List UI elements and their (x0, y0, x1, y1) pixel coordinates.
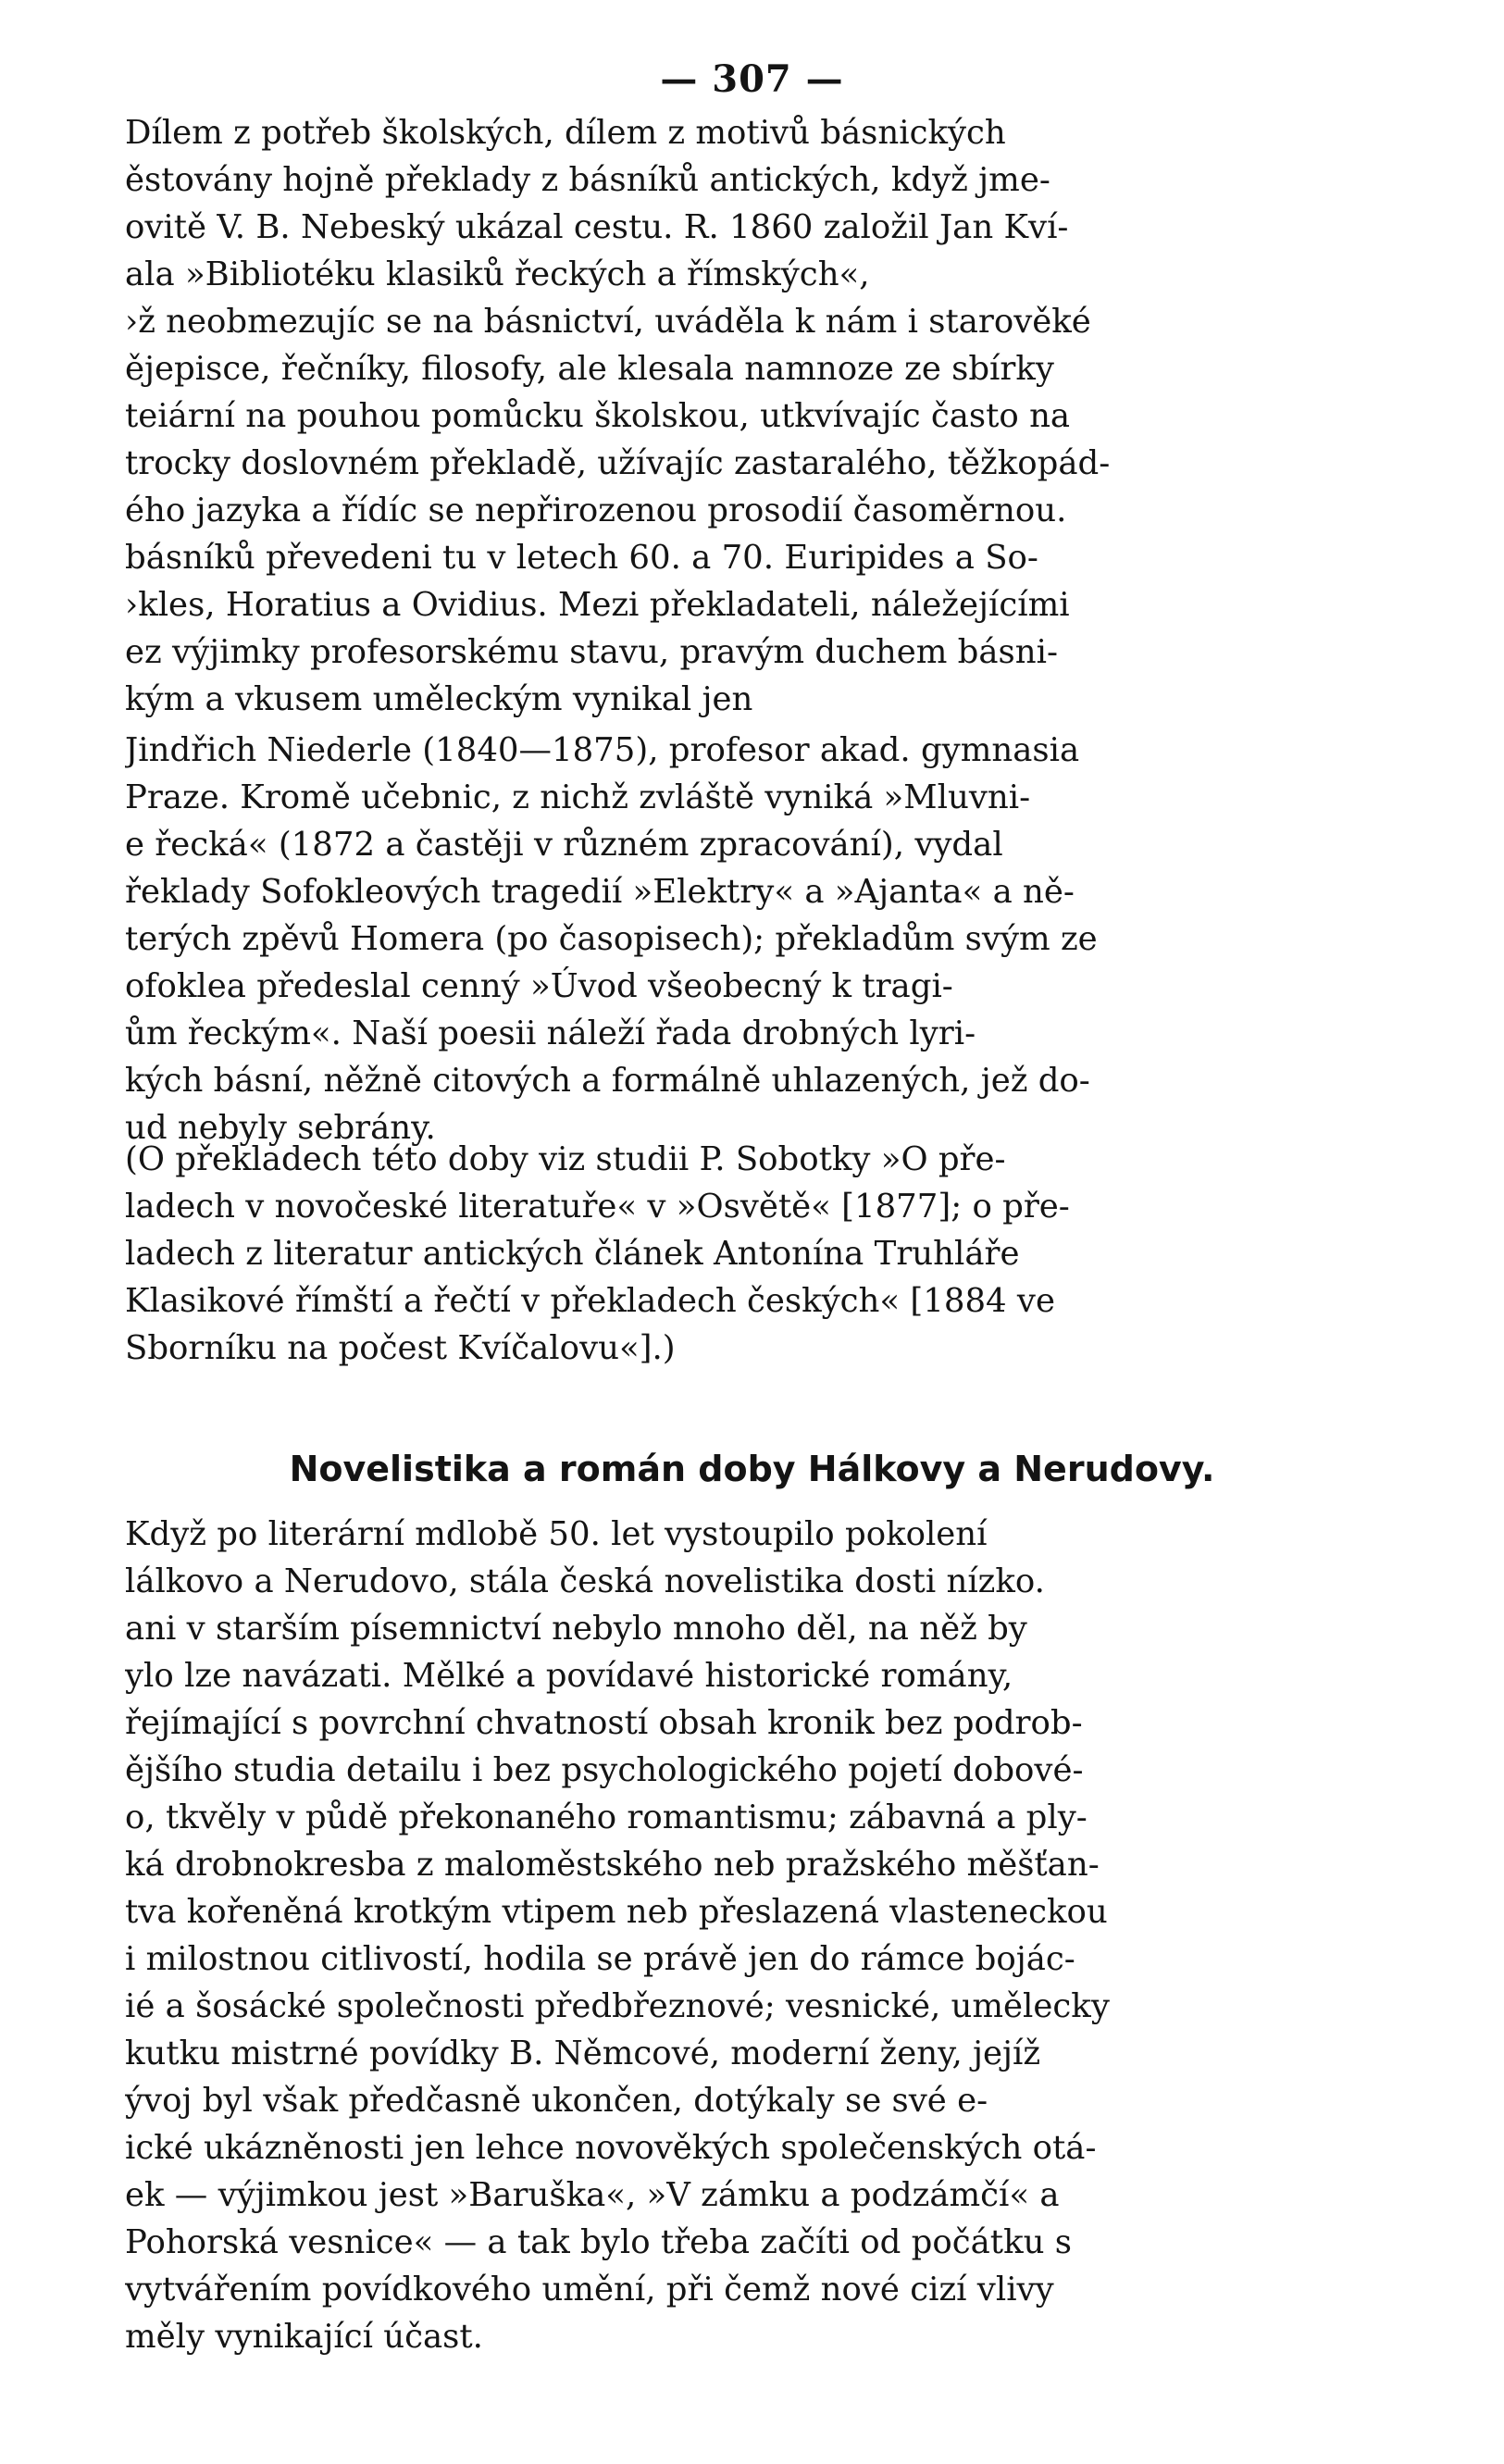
text-line: ié a šosácké společnosti předbřeznové; vesnické, umělecky (125, 1987, 1110, 2025)
paragraph-references (125, 1136, 1361, 1372)
text-line: vytvářením povídkového umění, při čemž nové cizí vlivy (125, 2271, 1054, 2308)
text-line: básníků převedeni tu v letech 60. a 70. Euripides a So- (125, 539, 1038, 577)
text-line: Pohorská vesnice« — a tak bylo třeba začíti od počátku s (125, 2223, 1072, 2261)
text-line: teiární na pouhou pomůcku školskou, utkvívajíc často na (125, 397, 1071, 435)
text-line: kým a vkusem uměleckým vynikal jen (125, 680, 753, 718)
text-line: e řecká« (1872 a častěji v různém zpracování), vydal (125, 826, 1003, 864)
text-line: Když po literární mdlobě 50. let vystoupilo pokolení (125, 1515, 988, 1553)
text-line: ud nebyly sebrány. (125, 1109, 436, 1147)
text-line: ›ž neobmezujíc se na básnictví, uváděla k nám i starověké (125, 303, 1091, 341)
paragraph-niederle (125, 727, 1361, 1151)
text-line: Dílem z potřeb školských, dílem z motivů básnických (125, 114, 1006, 152)
text-line: ek — výjimkou jest »Baruška«, »V zámku a podzámčí« a (125, 2176, 1060, 2214)
text-line: o, tkvěly v půdě překonaného romantismu; zábavná a ply- (125, 1798, 1088, 1836)
text-line: měly vynikající účast. (125, 2318, 483, 2356)
text-line: ývoj byl však předčasně ukončen, dotýkaly se své e- (125, 2082, 988, 2120)
text-line: ›kles, Horatius a Ovidius. Mezi překladateli, náležejícími (125, 586, 1070, 624)
text-line: Klasikové římští a řečtí v překladech českých« [1884 ve (125, 1282, 1055, 1320)
section-heading: Novelistika a román doby Hálkovy a Nerudovy. (289, 1449, 1215, 1489)
text-line: ká drobnokresba z maloměstského neb pražského měšťan- (125, 1846, 1100, 1884)
text-line: ofoklea předeslal cenný »Úvod všeobecný k tragi- (125, 967, 953, 1005)
text-line: ějepisce, řečníky, filosofy, ale klesala namnoze ze sbírky (125, 350, 1054, 388)
text-line: lálkovo a Nerudovo, stála česká novelistika dosti nízko. (125, 1562, 1045, 1600)
text-line: ladech v novočeské literatuře« v »Osvětě« [1877]; o pře- (125, 1188, 1070, 1226)
paragraph-school-translations (125, 109, 1361, 723)
text-line: ani v starším písemnictví nebylo mnoho děl, na něž by (125, 1610, 1027, 1648)
text-line: i milostnou citlivostí, hodila se právě jen do rámce bojác- (125, 1940, 1075, 1978)
text-line: kutku mistrné povídky B. Němcové, moderní ženy, jejíž (125, 2035, 1041, 2072)
text-line: ylo lze navázati. Mělké a povídavé historické romány, (125, 1657, 1013, 1695)
text-line: trocky doslovném překladě, užívajíc zastaralého, těžkopád- (125, 444, 1111, 482)
text-line: ez výjimky profesorskému stavu, pravým duchem básni- (125, 633, 1058, 671)
text-line: ům řeckým«. Naší poesii náleží řada drobných lyri- (125, 1014, 976, 1052)
text-line: řeklady Sofokleových tragedií »Elektry« a »Ajanta« a ně- (125, 873, 1075, 911)
text-line: kých básní, něžně citových a formálně uhlazených, jež do- (125, 1062, 1090, 1100)
text-line: ladech z literatur antických článek Antonína Truhláře (125, 1235, 1020, 1273)
text-line: ěstovány hojně překlady z básníků antických, když jme- (125, 161, 1050, 199)
text-line: (O překladech této doby viz studii P. Sobotky »O pře- (125, 1140, 1006, 1178)
text-line: Praze. Kromě učebnic, z nichž zvláště vyniká »Mluvni- (125, 778, 1031, 816)
text-line: ějšího studia detailu i bez psychologického pojetí dobové- (125, 1751, 1084, 1789)
text-line: ovitě V. B. Nebeský ukázal cestu. R. 1860 založil Jan Kví- (125, 208, 1069, 246)
text-line: ého jazyka a řídíc se nepřirozenou prosodií časoměrnou. (125, 492, 1067, 529)
text-line: tva kořeněná krotkým vtipem neb přeslazená vlasteneckou (125, 1893, 1108, 1931)
page-number: — 307 — (660, 57, 844, 101)
text-line: Sborníku na počest Kvíčalovu«].) (125, 1329, 676, 1367)
text-line: řejímající s povrchní chvatností obsah kronik bez podrob- (125, 1704, 1083, 1742)
paragraph-novelistika (125, 1511, 1361, 2360)
text-line: ala »Bibliotéku klasiků řeckých a římských«, (125, 255, 870, 293)
text-line: terých zpěvů Homera (po časopisech); překladům svým ze (125, 920, 1098, 958)
text-line: ické ukázněnosti jen lehce novověkých společenských otá- (125, 2129, 1097, 2167)
text-line: Jindřich Niederle (1840—1875), profesor akad. gymnasia (125, 731, 1080, 769)
